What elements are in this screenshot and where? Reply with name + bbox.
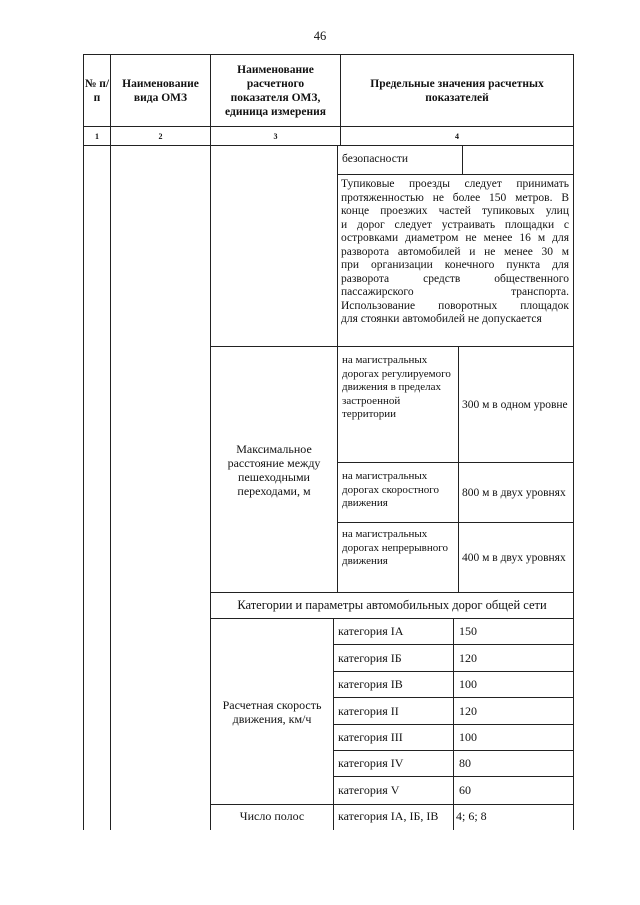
column-number-4: 4 [455,131,459,141]
page-number: 46 [313,29,327,43]
section-title: Категории и параметры автомобильных дорог общей сети [237,598,547,612]
crossing-road-3: на магистральных дорогах непрерывного движения [342,528,448,567]
speed-category-7: категория V [338,783,400,797]
dead-end-line: при организации конечного пункта для [341,259,569,271]
speed-category-6: категория IV [338,756,404,770]
crossing-value-1: 300 м в одном уровне [462,398,568,411]
speed-value-6: 80 [459,756,471,770]
crossing-road-1: на магистральных дорогах регулируемого движения в пределах застроенной территории [342,354,451,420]
speed-value-5: 100 [459,730,477,744]
dead-end-line: разворота автомобилей и не менее 30 м [341,245,569,258]
dead-end-line: Тупиковые проезды следует принимать [341,178,569,190]
column-number-2: 2 [158,131,163,141]
crossings-indicator: Максимальное расстояние между пешеходными переходами, м [227,441,321,498]
lanes-value: 4; 6; 8 [456,808,487,823]
dead-end-line: островками диаметром не менее 16 м для [341,232,569,244]
speed-value-4: 120 [459,703,477,718]
dead-end-text [341,178,572,327]
lanes-indicator: Число полос [239,808,305,823]
lanes-category: категория IA, IБ, IB [338,808,439,823]
speed-value-7: 60 [459,783,471,797]
header-col-omz-type: Наименование вида ОМЗ [122,77,199,104]
speed-value-3: 100 [459,677,477,691]
speed-category-1: категория IA [338,624,404,638]
speed-category-5: категория III [338,730,403,744]
header-col-indicator: Наименование расчетного показателя ОМЗ, единица измерения [225,63,326,118]
crossing-road-2: на магистральных дорогах скоростного движения [342,470,439,509]
dead-end-line: конце проезжих частей тупиковых улиц [341,205,569,217]
column-number-3: 3 [273,131,278,141]
dead-end-line: протяженностью не более 150 метров. В [341,191,569,204]
dead-end-line: пассажирского транспорта. [341,286,569,298]
dead-end-line: разворота средств общественного [341,272,569,285]
speed-category-2: категория IБ [338,650,402,665]
header-col-limits: Предельные значения расчетных показателей [370,77,544,104]
dead-end-line: Использование поворотных площадок [341,299,569,312]
speed-indicator: Расчетная скорость движения, км/ч [222,697,322,726]
speed-category-4: категория II [338,703,399,718]
crossing-value-2: 800 м в двух уровнях [462,486,566,499]
safety-cell: безопасности [342,153,409,165]
header-col-number: № п/п [84,77,110,104]
speed-category-3: категория IB [338,677,403,691]
column-number-1: 1 [95,131,99,141]
dead-end-line: для стоянки автомобилей не допускается [341,313,542,325]
crossing-value-3: 400 м в двух уровнях [462,551,566,564]
dead-end-line: и дорог следует устраивать площадки с [341,218,569,231]
speed-value-2: 120 [459,650,477,665]
speed-value-1: 150 [459,624,477,638]
